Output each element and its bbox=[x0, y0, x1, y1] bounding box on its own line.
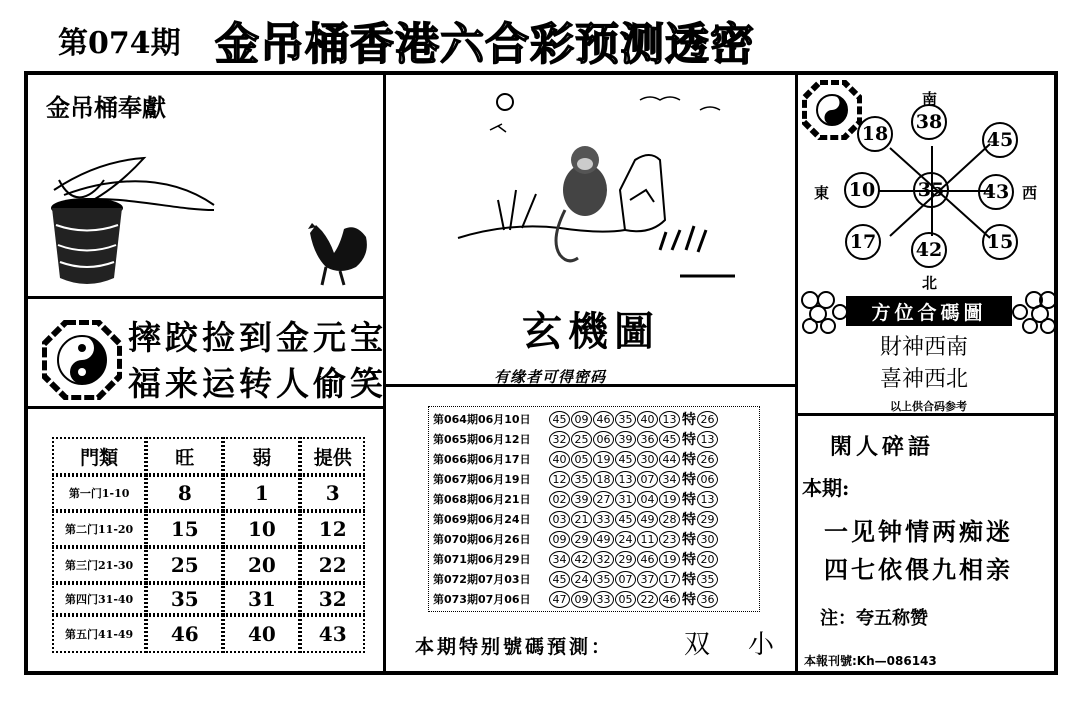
draw-label: 第067期06月19日 bbox=[433, 473, 531, 486]
special-ball: 35 bbox=[697, 571, 718, 588]
list-item bbox=[433, 449, 719, 469]
draw-label: 第068期06月21日 bbox=[433, 493, 531, 506]
table-row bbox=[52, 615, 365, 653]
compass-number-left: 10 bbox=[844, 172, 880, 208]
draw-ball: 33 bbox=[593, 591, 614, 608]
special-label: 特 bbox=[682, 572, 696, 588]
draw-ball: 36 bbox=[637, 431, 658, 448]
draw-ball: 24 bbox=[615, 531, 636, 548]
door-tigong: 3 bbox=[300, 475, 365, 511]
special-label: 特 bbox=[682, 452, 696, 468]
draw-ball: 47 bbox=[549, 591, 570, 608]
special-label: 特 bbox=[682, 532, 696, 548]
draw-ball: 29 bbox=[615, 551, 636, 568]
draw-ball: 35 bbox=[615, 411, 636, 428]
special-ball: 29 bbox=[697, 511, 718, 528]
draw-ball: 32 bbox=[549, 431, 570, 448]
door-wang: 8 bbox=[146, 475, 223, 511]
issue-number: 第074期 bbox=[58, 26, 181, 61]
door-name: 第一门1-10 bbox=[52, 475, 146, 511]
divider-left-1 bbox=[28, 296, 383, 299]
draw-ball: 02 bbox=[549, 491, 570, 508]
header-ruo: 弱 bbox=[223, 437, 300, 475]
draw-ball: 49 bbox=[637, 511, 658, 528]
draw-ball: 23 bbox=[659, 531, 680, 548]
draw-ball: 24 bbox=[571, 571, 592, 588]
special-ball: 26 bbox=[697, 411, 718, 428]
draw-label: 第064期06月10日 bbox=[433, 413, 531, 426]
draw-ball: 28 bbox=[659, 511, 680, 528]
door-wang: 15 bbox=[146, 511, 223, 547]
table-row bbox=[52, 475, 365, 511]
poem-line-1: 一见钟情两痴迷 bbox=[824, 518, 1013, 546]
draw-ball: 45 bbox=[549, 411, 570, 428]
draw-ball: 03 bbox=[549, 511, 570, 528]
door-tigong: 22 bbox=[300, 547, 365, 583]
coin-cluster-left-icon bbox=[800, 290, 848, 334]
draw-ball: 25 bbox=[571, 431, 592, 448]
draw-ball: 09 bbox=[549, 531, 570, 548]
draw-ball: 18 bbox=[593, 471, 614, 488]
draw-label: 第073期07月06日 bbox=[433, 593, 531, 606]
draw-ball: 05 bbox=[615, 591, 636, 608]
draw-ball: 13 bbox=[615, 471, 636, 488]
draw-ball: 46 bbox=[593, 411, 614, 428]
compass-number-bottom-right: 15 bbox=[982, 224, 1018, 260]
draw-ball: 46 bbox=[659, 591, 680, 608]
table-row bbox=[52, 511, 365, 547]
door-name: 第三门21-30 bbox=[52, 547, 146, 583]
main-title: 金吊桶香港六合彩预测透密 bbox=[215, 19, 755, 70]
special-ball: 20 bbox=[697, 551, 718, 568]
coin-cluster-right-icon bbox=[1010, 290, 1058, 334]
draw-ball: 22 bbox=[637, 591, 658, 608]
door-tigong: 12 bbox=[300, 511, 365, 547]
list-item bbox=[433, 409, 719, 429]
bucket-illustration bbox=[44, 150, 224, 290]
direction-west: 西 bbox=[1022, 184, 1038, 202]
special-label: 特 bbox=[682, 592, 696, 608]
draw-ball: 12 bbox=[549, 471, 570, 488]
draw-ball: 34 bbox=[659, 471, 680, 488]
door-wang: 46 bbox=[146, 615, 223, 653]
list-item bbox=[433, 549, 719, 569]
draw-ball: 19 bbox=[593, 451, 614, 468]
door-name: 第四门31-40 bbox=[52, 583, 146, 615]
special-ball: 36 bbox=[697, 591, 718, 608]
list-item bbox=[433, 569, 719, 589]
reference-note: 以上供合码参考 bbox=[890, 400, 967, 413]
door-ruo: 1 bbox=[223, 475, 300, 511]
special-label: 特 bbox=[682, 552, 696, 568]
draw-ball: 34 bbox=[549, 551, 570, 568]
draw-label: 第071期06月29日 bbox=[433, 553, 531, 566]
draw-ball: 13 bbox=[659, 411, 680, 428]
draw-ball: 42 bbox=[571, 551, 592, 568]
draw-ball: 40 bbox=[549, 451, 570, 468]
xuanji-subtitle: 有缘者可得密码 bbox=[494, 368, 607, 386]
draw-ball: 17 bbox=[659, 571, 680, 588]
draw-ball: 44 bbox=[659, 451, 680, 468]
draw-ball: 46 bbox=[637, 551, 658, 568]
this-issue-label: 本期: bbox=[802, 476, 850, 500]
header-tigong: 提供 bbox=[300, 437, 365, 475]
header-category: 門類 bbox=[52, 437, 146, 475]
divider-left-2 bbox=[28, 406, 383, 409]
direction-north: 北 bbox=[922, 274, 938, 292]
slogan-line-2: 福来运转人偷笑 bbox=[128, 364, 387, 403]
draw-ball: 27 bbox=[593, 491, 614, 508]
list-item bbox=[433, 489, 719, 509]
donor-title: 金吊桶奉獻 bbox=[46, 94, 166, 122]
special-label: 特 bbox=[682, 432, 696, 448]
draw-ball: 49 bbox=[593, 531, 614, 548]
compass-number-center: 35 bbox=[913, 172, 949, 208]
draw-ball: 40 bbox=[637, 411, 658, 428]
special-label: 特 bbox=[682, 512, 696, 528]
draw-label: 第070期06月26日 bbox=[433, 533, 531, 546]
door-ruo: 10 bbox=[223, 511, 300, 547]
special-ball: 13 bbox=[697, 491, 718, 508]
list-item bbox=[433, 529, 719, 549]
door-tigong: 43 bbox=[300, 615, 365, 653]
list-item bbox=[433, 589, 719, 609]
compass-number-bottom-left: 17 bbox=[845, 224, 881, 260]
note-line: 注：夸五称赞 bbox=[820, 608, 928, 629]
draw-ball: 29 bbox=[571, 531, 592, 548]
paper-number: 本報刊號:Kh—086143 bbox=[804, 654, 937, 668]
compass-number-top-right: 45 bbox=[982, 122, 1018, 158]
draw-ball: 05 bbox=[571, 451, 592, 468]
list-item bbox=[433, 509, 719, 529]
draw-ball: 04 bbox=[637, 491, 658, 508]
monkey-illustration bbox=[450, 90, 750, 290]
special-label: 特 bbox=[682, 472, 696, 488]
draw-ball: 30 bbox=[637, 451, 658, 468]
slogan-line-1: 摔跤捡到金元宝 bbox=[128, 318, 387, 357]
prediction-value-1: 双 bbox=[684, 630, 711, 660]
prediction-value-2: 小 bbox=[748, 630, 775, 660]
xuanji-title: 玄機圖 bbox=[522, 308, 660, 355]
draw-ball: 35 bbox=[571, 471, 592, 488]
draw-ball: 09 bbox=[571, 411, 592, 428]
door-wang: 35 bbox=[146, 583, 223, 615]
table-row bbox=[52, 583, 365, 615]
special-label: 特 bbox=[682, 412, 696, 428]
rooster-illustration bbox=[300, 215, 375, 290]
door-ruo: 31 bbox=[223, 583, 300, 615]
draw-ball: 45 bbox=[615, 451, 636, 468]
history-list bbox=[428, 406, 760, 612]
draw-ball: 45 bbox=[615, 511, 636, 528]
special-label: 特 bbox=[682, 492, 696, 508]
direction-south: 南 bbox=[922, 90, 938, 108]
draw-label: 第066期06月17日 bbox=[433, 453, 531, 466]
draw-ball: 19 bbox=[659, 491, 680, 508]
prediction-label: 本期特别號碼預測： bbox=[415, 636, 614, 658]
draw-ball: 11 bbox=[637, 531, 658, 548]
compass-number-bottom: 42 bbox=[911, 232, 947, 268]
door-ruo: 40 bbox=[223, 615, 300, 653]
draw-ball: 09 bbox=[571, 591, 592, 608]
door-ruo: 20 bbox=[223, 547, 300, 583]
door-name: 第五门41-49 bbox=[52, 615, 146, 653]
special-ball: 06 bbox=[697, 471, 718, 488]
draw-ball: 32 bbox=[593, 551, 614, 568]
divider-right bbox=[795, 74, 798, 672]
draw-label: 第072期07月03日 bbox=[433, 573, 531, 586]
idle-talk-title: 閑人碎語 bbox=[830, 434, 935, 460]
draw-ball: 21 bbox=[571, 511, 592, 528]
draw-ball: 33 bbox=[593, 511, 614, 528]
compass-number-right: 43 bbox=[978, 174, 1014, 210]
fortune-god-direction: 財神西南 bbox=[880, 335, 969, 360]
joy-god-direction: 喜神西北 bbox=[880, 367, 969, 392]
draw-label: 第065期06月12日 bbox=[433, 433, 531, 446]
door-name: 第二门11-20 bbox=[52, 511, 146, 547]
compass-number-top-left: 18 bbox=[857, 116, 893, 152]
special-ball: 30 bbox=[697, 531, 718, 548]
draw-ball: 19 bbox=[659, 551, 680, 568]
table-row bbox=[52, 547, 365, 583]
special-ball: 26 bbox=[697, 451, 718, 468]
door-table bbox=[52, 437, 365, 653]
door-wang: 25 bbox=[146, 547, 223, 583]
list-item bbox=[433, 429, 719, 449]
header-wang: 旺 bbox=[146, 437, 223, 475]
draw-ball: 39 bbox=[571, 491, 592, 508]
list-item bbox=[433, 469, 719, 489]
compass-number-top: 38 bbox=[911, 104, 947, 140]
draw-ball: 07 bbox=[637, 471, 658, 488]
door-tigong: 32 bbox=[300, 583, 365, 615]
draw-ball: 37 bbox=[637, 571, 658, 588]
taiji-icon bbox=[42, 320, 122, 400]
draw-ball: 45 bbox=[549, 571, 570, 588]
poem-line-2: 四七依偎九相亲 bbox=[824, 556, 1013, 584]
draw-ball: 45 bbox=[659, 431, 680, 448]
special-ball: 13 bbox=[697, 431, 718, 448]
draw-ball: 39 bbox=[615, 431, 636, 448]
draw-ball: 06 bbox=[593, 431, 614, 448]
direction-east: 東 bbox=[814, 184, 830, 202]
draw-label: 第069期06月24日 bbox=[433, 513, 531, 526]
draw-ball: 31 bbox=[615, 491, 636, 508]
draw-ball: 35 bbox=[593, 571, 614, 588]
draw-ball: 07 bbox=[615, 571, 636, 588]
direction-code-bar: 方位合碼圖 bbox=[846, 296, 1012, 326]
